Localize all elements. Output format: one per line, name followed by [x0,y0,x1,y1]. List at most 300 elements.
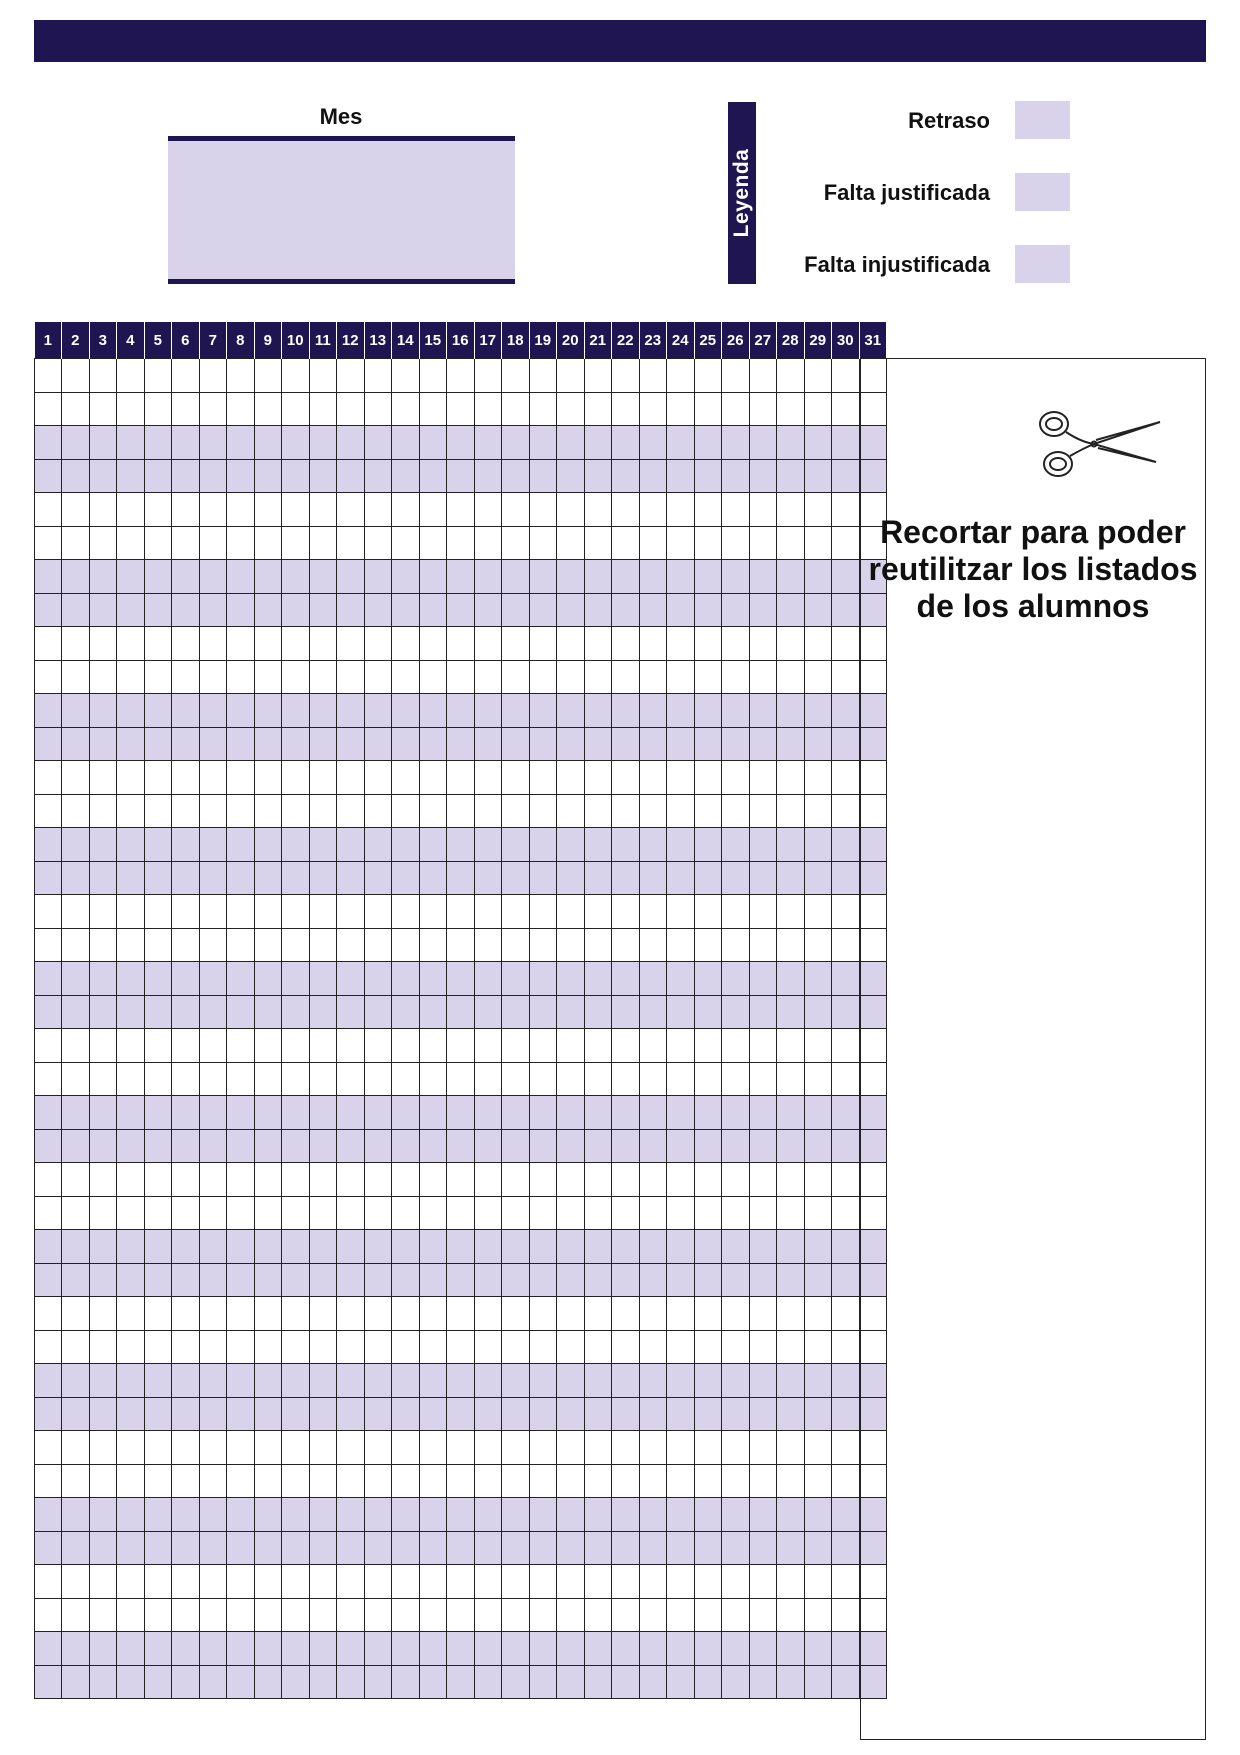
attendance-cell[interactable] [282,1598,310,1632]
attendance-cell[interactable] [89,392,117,426]
attendance-cell[interactable] [144,493,172,527]
attendance-cell[interactable] [309,928,337,962]
attendance-cell[interactable] [392,828,420,862]
attendance-cell[interactable] [777,1263,805,1297]
attendance-cell[interactable] [832,828,860,862]
attendance-cell[interactable] [447,1632,475,1666]
attendance-cell[interactable] [89,1364,117,1398]
attendance-cell[interactable] [282,861,310,895]
attendance-cell[interactable] [667,895,695,929]
attendance-cell[interactable] [804,1598,832,1632]
attendance-cell[interactable] [529,392,557,426]
attendance-cell[interactable] [804,761,832,795]
attendance-cell[interactable] [172,861,200,895]
attendance-cell[interactable] [557,1498,585,1532]
attendance-cell[interactable] [199,1464,227,1498]
attendance-cell[interactable] [172,1029,200,1063]
attendance-cell[interactable] [89,1397,117,1431]
attendance-cell[interactable] [777,761,805,795]
attendance-cell[interactable] [502,1632,530,1666]
attendance-cell[interactable] [529,1665,557,1699]
attendance-cell[interactable] [667,1096,695,1130]
attendance-cell[interactable] [199,493,227,527]
attendance-cell[interactable] [117,1230,145,1264]
attendance-cell[interactable] [777,1364,805,1398]
attendance-cell[interactable] [584,1096,612,1130]
attendance-cell[interactable] [35,660,62,694]
attendance-cell[interactable] [392,1196,420,1230]
attendance-cell[interactable] [392,1632,420,1666]
attendance-cell[interactable] [694,1029,722,1063]
attendance-cell[interactable] [172,1565,200,1599]
attendance-cell[interactable] [474,1263,502,1297]
attendance-cell[interactable] [309,459,337,493]
attendance-cell[interactable] [117,861,145,895]
attendance-cell[interactable] [667,593,695,627]
attendance-cell[interactable] [639,962,667,996]
attendance-cell[interactable] [62,493,90,527]
attendance-cell[interactable] [227,1029,255,1063]
attendance-cell[interactable] [227,1632,255,1666]
attendance-cell[interactable] [584,727,612,761]
attendance-cell[interactable] [804,1196,832,1230]
attendance-cell[interactable] [282,426,310,460]
attendance-cell[interactable] [557,1263,585,1297]
attendance-cell[interactable] [62,1263,90,1297]
attendance-cell[interactable] [254,1029,282,1063]
attendance-cell[interactable] [474,1196,502,1230]
attendance-cell[interactable] [35,1531,62,1565]
attendance-cell[interactable] [199,1665,227,1699]
attendance-cell[interactable] [557,1062,585,1096]
attendance-cell[interactable] [419,1230,447,1264]
attendance-cell[interactable] [172,1330,200,1364]
attendance-cell[interactable] [584,459,612,493]
attendance-cell[interactable] [749,995,777,1029]
attendance-cell[interactable] [117,895,145,929]
attendance-cell[interactable] [667,1464,695,1498]
attendance-cell[interactable] [254,1297,282,1331]
attendance-cell[interactable] [117,1330,145,1364]
attendance-cell[interactable] [282,1665,310,1699]
attendance-cell[interactable] [172,627,200,661]
attendance-cell[interactable] [639,794,667,828]
attendance-cell[interactable] [117,1029,145,1063]
attendance-cell[interactable] [447,526,475,560]
attendance-cell[interactable] [227,1364,255,1398]
attendance-cell[interactable] [584,1196,612,1230]
attendance-cell[interactable] [309,359,337,393]
attendance-cell[interactable] [364,928,392,962]
attendance-cell[interactable] [639,828,667,862]
attendance-cell[interactable] [254,560,282,594]
attendance-cell[interactable] [612,1163,640,1197]
attendance-cell[interactable] [337,1062,365,1096]
attendance-cell[interactable] [337,627,365,661]
attendance-cell[interactable] [364,359,392,393]
attendance-cell[interactable] [557,1464,585,1498]
attendance-cell[interactable] [89,593,117,627]
attendance-cell[interactable] [447,1364,475,1398]
attendance-cell[interactable] [557,995,585,1029]
attendance-cell[interactable] [584,895,612,929]
attendance-cell[interactable] [392,995,420,1029]
attendance-cell[interactable] [144,1062,172,1096]
attendance-cell[interactable] [639,928,667,962]
attendance-cell[interactable] [62,560,90,594]
attendance-cell[interactable] [584,1464,612,1498]
attendance-cell[interactable] [89,1263,117,1297]
attendance-cell[interactable] [557,1163,585,1197]
attendance-cell[interactable] [804,1431,832,1465]
attendance-cell[interactable] [364,1632,392,1666]
attendance-cell[interactable] [529,1431,557,1465]
attendance-cell[interactable] [474,727,502,761]
attendance-cell[interactable] [172,660,200,694]
attendance-cell[interactable] [392,1297,420,1331]
attendance-cell[interactable] [199,1062,227,1096]
attendance-cell[interactable] [804,1263,832,1297]
attendance-cell[interactable] [419,1431,447,1465]
attendance-cell[interactable] [227,1397,255,1431]
attendance-cell[interactable] [227,526,255,560]
attendance-cell[interactable] [529,1163,557,1197]
attendance-cell[interactable] [309,1129,337,1163]
attendance-cell[interactable] [282,962,310,996]
attendance-cell[interactable] [804,1565,832,1599]
attendance-cell[interactable] [254,761,282,795]
attendance-cell[interactable] [612,1297,640,1331]
attendance-cell[interactable] [144,593,172,627]
attendance-cell[interactable] [337,1330,365,1364]
attendance-cell[interactable] [502,660,530,694]
attendance-cell[interactable] [474,1665,502,1699]
attendance-cell[interactable] [612,1364,640,1398]
attendance-cell[interactable] [117,995,145,1029]
attendance-cell[interactable] [89,928,117,962]
attendance-cell[interactable] [282,1632,310,1666]
attendance-cell[interactable] [639,1129,667,1163]
attendance-cell[interactable] [172,895,200,929]
attendance-cell[interactable] [749,962,777,996]
attendance-cell[interactable] [62,1598,90,1632]
attendance-cell[interactable] [832,794,860,828]
attendance-cell[interactable] [804,1632,832,1666]
attendance-cell[interactable] [62,694,90,728]
attendance-cell[interactable] [364,1397,392,1431]
attendance-cell[interactable] [89,526,117,560]
attendance-cell[interactable] [749,1364,777,1398]
attendance-cell[interactable] [639,1498,667,1532]
attendance-cell[interactable] [392,627,420,661]
attendance-cell[interactable] [502,560,530,594]
attendance-cell[interactable] [804,526,832,560]
attendance-cell[interactable] [35,593,62,627]
attendance-cell[interactable] [447,761,475,795]
attendance-cell[interactable] [722,1598,750,1632]
attendance-cell[interactable] [529,1330,557,1364]
attendance-cell[interactable] [172,426,200,460]
attendance-cell[interactable] [254,359,282,393]
attendance-cell[interactable] [89,359,117,393]
attendance-cell[interactable] [419,928,447,962]
attendance-cell[interactable] [227,560,255,594]
attendance-cell[interactable] [282,660,310,694]
attendance-cell[interactable] [557,493,585,527]
attendance-cell[interactable] [35,1665,62,1699]
attendance-cell[interactable] [35,627,62,661]
attendance-cell[interactable] [667,426,695,460]
attendance-cell[interactable] [282,761,310,795]
attendance-cell[interactable] [419,1330,447,1364]
attendance-cell[interactable] [309,1397,337,1431]
attendance-cell[interactable] [144,1498,172,1532]
attendance-cell[interactable] [777,895,805,929]
attendance-cell[interactable] [832,995,860,1029]
attendance-cell[interactable] [777,694,805,728]
attendance-cell[interactable] [419,1163,447,1197]
attendance-cell[interactable] [694,392,722,426]
attendance-cell[interactable] [62,861,90,895]
attendance-cell[interactable] [832,1196,860,1230]
attendance-cell[interactable] [337,1297,365,1331]
attendance-cell[interactable] [694,1565,722,1599]
attendance-cell[interactable] [667,1196,695,1230]
attendance-cell[interactable] [337,861,365,895]
attendance-cell[interactable] [832,727,860,761]
attendance-cell[interactable] [529,1062,557,1096]
attendance-cell[interactable] [639,694,667,728]
attendance-cell[interactable] [447,1498,475,1532]
attendance-cell[interactable] [447,560,475,594]
attendance-cell[interactable] [749,1297,777,1331]
attendance-cell[interactable] [502,359,530,393]
attendance-cell[interactable] [144,1431,172,1465]
attendance-cell[interactable] [502,593,530,627]
attendance-cell[interactable] [309,995,337,1029]
attendance-cell[interactable] [584,794,612,828]
attendance-cell[interactable] [612,1096,640,1130]
attendance-cell[interactable] [502,727,530,761]
attendance-cell[interactable] [117,928,145,962]
attendance-cell[interactable] [749,928,777,962]
attendance-cell[interactable] [172,459,200,493]
attendance-cell[interactable] [529,1531,557,1565]
attendance-cell[interactable] [667,1531,695,1565]
attendance-cell[interactable] [419,1498,447,1532]
attendance-cell[interactable] [722,359,750,393]
attendance-cell[interactable] [804,1129,832,1163]
attendance-cell[interactable] [749,1431,777,1465]
attendance-cell[interactable] [502,1397,530,1431]
attendance-cell[interactable] [35,928,62,962]
attendance-cell[interactable] [474,359,502,393]
attendance-cell[interactable] [282,995,310,1029]
attendance-cell[interactable] [364,995,392,1029]
attendance-cell[interactable] [557,593,585,627]
attendance-cell[interactable] [447,426,475,460]
attendance-cell[interactable] [502,1263,530,1297]
attendance-cell[interactable] [392,794,420,828]
attendance-cell[interactable] [309,1431,337,1465]
attendance-cell[interactable] [117,1163,145,1197]
attendance-cell[interactable] [419,995,447,1029]
attendance-cell[interactable] [35,1297,62,1331]
attendance-cell[interactable] [667,392,695,426]
attendance-cell[interactable] [667,493,695,527]
attendance-cell[interactable] [89,1029,117,1063]
attendance-cell[interactable] [749,794,777,828]
attendance-cell[interactable] [337,1196,365,1230]
attendance-cell[interactable] [804,1665,832,1699]
attendance-cell[interactable] [35,1431,62,1465]
attendance-cell[interactable] [89,1297,117,1331]
attendance-cell[interactable] [364,426,392,460]
attendance-cell[interactable] [804,627,832,661]
attendance-cell[interactable] [722,426,750,460]
attendance-cell[interactable] [419,1464,447,1498]
attendance-cell[interactable] [722,1565,750,1599]
attendance-cell[interactable] [172,493,200,527]
attendance-cell[interactable] [777,1196,805,1230]
attendance-cell[interactable] [832,1531,860,1565]
attendance-cell[interactable] [529,560,557,594]
attendance-cell[interactable] [529,1263,557,1297]
attendance-cell[interactable] [667,526,695,560]
attendance-cell[interactable] [832,962,860,996]
attendance-cell[interactable] [612,493,640,527]
attendance-cell[interactable] [227,928,255,962]
attendance-cell[interactable] [639,1431,667,1465]
attendance-cell[interactable] [419,526,447,560]
attendance-cell[interactable] [584,1297,612,1331]
attendance-cell[interactable] [309,526,337,560]
attendance-cell[interactable] [35,1062,62,1096]
attendance-cell[interactable] [667,459,695,493]
attendance-cell[interactable] [117,1263,145,1297]
attendance-cell[interactable] [777,1632,805,1666]
attendance-cell[interactable] [777,359,805,393]
attendance-cell[interactable] [694,459,722,493]
attendance-cell[interactable] [832,1598,860,1632]
attendance-cell[interactable] [777,828,805,862]
attendance-cell[interactable] [502,1163,530,1197]
attendance-cell[interactable] [35,1364,62,1398]
attendance-cell[interactable] [694,895,722,929]
attendance-cell[interactable] [832,861,860,895]
attendance-cell[interactable] [62,1330,90,1364]
attendance-cell[interactable] [694,660,722,694]
attendance-cell[interactable] [832,1163,860,1197]
attendance-cell[interactable] [254,962,282,996]
attendance-cell[interactable] [529,928,557,962]
attendance-cell[interactable] [749,426,777,460]
attendance-cell[interactable] [282,1096,310,1130]
attendance-cell[interactable] [144,1531,172,1565]
attendance-cell[interactable] [337,392,365,426]
attendance-cell[interactable] [337,895,365,929]
attendance-cell[interactable] [392,1029,420,1063]
attendance-cell[interactable] [474,1330,502,1364]
attendance-cell[interactable] [254,1196,282,1230]
attendance-cell[interactable] [529,526,557,560]
attendance-cell[interactable] [749,694,777,728]
attendance-cell[interactable] [419,660,447,694]
attendance-cell[interactable] [419,895,447,929]
attendance-cell[interactable] [282,1230,310,1264]
attendance-cell[interactable] [199,1364,227,1398]
attendance-cell[interactable] [777,727,805,761]
attendance-cell[interactable] [584,1665,612,1699]
attendance-cell[interactable] [804,1297,832,1331]
attendance-cell[interactable] [639,560,667,594]
attendance-cell[interactable] [309,627,337,661]
attendance-cell[interactable] [474,1163,502,1197]
attendance-cell[interactable] [749,1665,777,1699]
attendance-cell[interactable] [667,1029,695,1063]
attendance-cell[interactable] [282,1196,310,1230]
attendance-cell[interactable] [419,1129,447,1163]
attendance-cell[interactable] [777,1129,805,1163]
attendance-cell[interactable] [529,794,557,828]
attendance-cell[interactable] [199,995,227,1029]
attendance-cell[interactable] [172,1196,200,1230]
attendance-cell[interactable] [227,1129,255,1163]
attendance-cell[interactable] [282,526,310,560]
attendance-cell[interactable] [639,895,667,929]
attendance-cell[interactable] [199,1431,227,1465]
attendance-cell[interactable] [447,660,475,694]
attendance-cell[interactable] [144,1297,172,1331]
attendance-cell[interactable] [474,1029,502,1063]
attendance-cell[interactable] [557,1431,585,1465]
attendance-cell[interactable] [89,1598,117,1632]
attendance-cell[interactable] [749,1263,777,1297]
attendance-cell[interactable] [804,1531,832,1565]
attendance-cell[interactable] [502,794,530,828]
attendance-cell[interactable] [172,761,200,795]
attendance-cell[interactable] [529,962,557,996]
attendance-cell[interactable] [254,1431,282,1465]
attendance-cell[interactable] [337,593,365,627]
attendance-cell[interactable] [227,1062,255,1096]
attendance-cell[interactable] [337,1632,365,1666]
attendance-cell[interactable] [35,694,62,728]
attendance-cell[interactable] [337,493,365,527]
attendance-cell[interactable] [227,1464,255,1498]
attendance-cell[interactable] [282,627,310,661]
attendance-cell[interactable] [117,1397,145,1431]
attendance-cell[interactable] [392,1263,420,1297]
attendance-cell[interactable] [199,392,227,426]
attendance-cell[interactable] [172,359,200,393]
attendance-cell[interactable] [199,1531,227,1565]
attendance-cell[interactable] [117,426,145,460]
attendance-cell[interactable] [529,761,557,795]
attendance-cell[interactable] [777,1163,805,1197]
attendance-cell[interactable] [639,459,667,493]
attendance-cell[interactable] [309,1196,337,1230]
attendance-cell[interactable] [309,861,337,895]
attendance-cell[interactable] [804,1230,832,1264]
attendance-cell[interactable] [804,727,832,761]
attendance-cell[interactable] [89,493,117,527]
attendance-cell[interactable] [35,1565,62,1599]
attendance-cell[interactable] [364,1464,392,1498]
attendance-cell[interactable] [667,962,695,996]
attendance-cell[interactable] [529,995,557,1029]
attendance-cell[interactable] [502,1297,530,1331]
